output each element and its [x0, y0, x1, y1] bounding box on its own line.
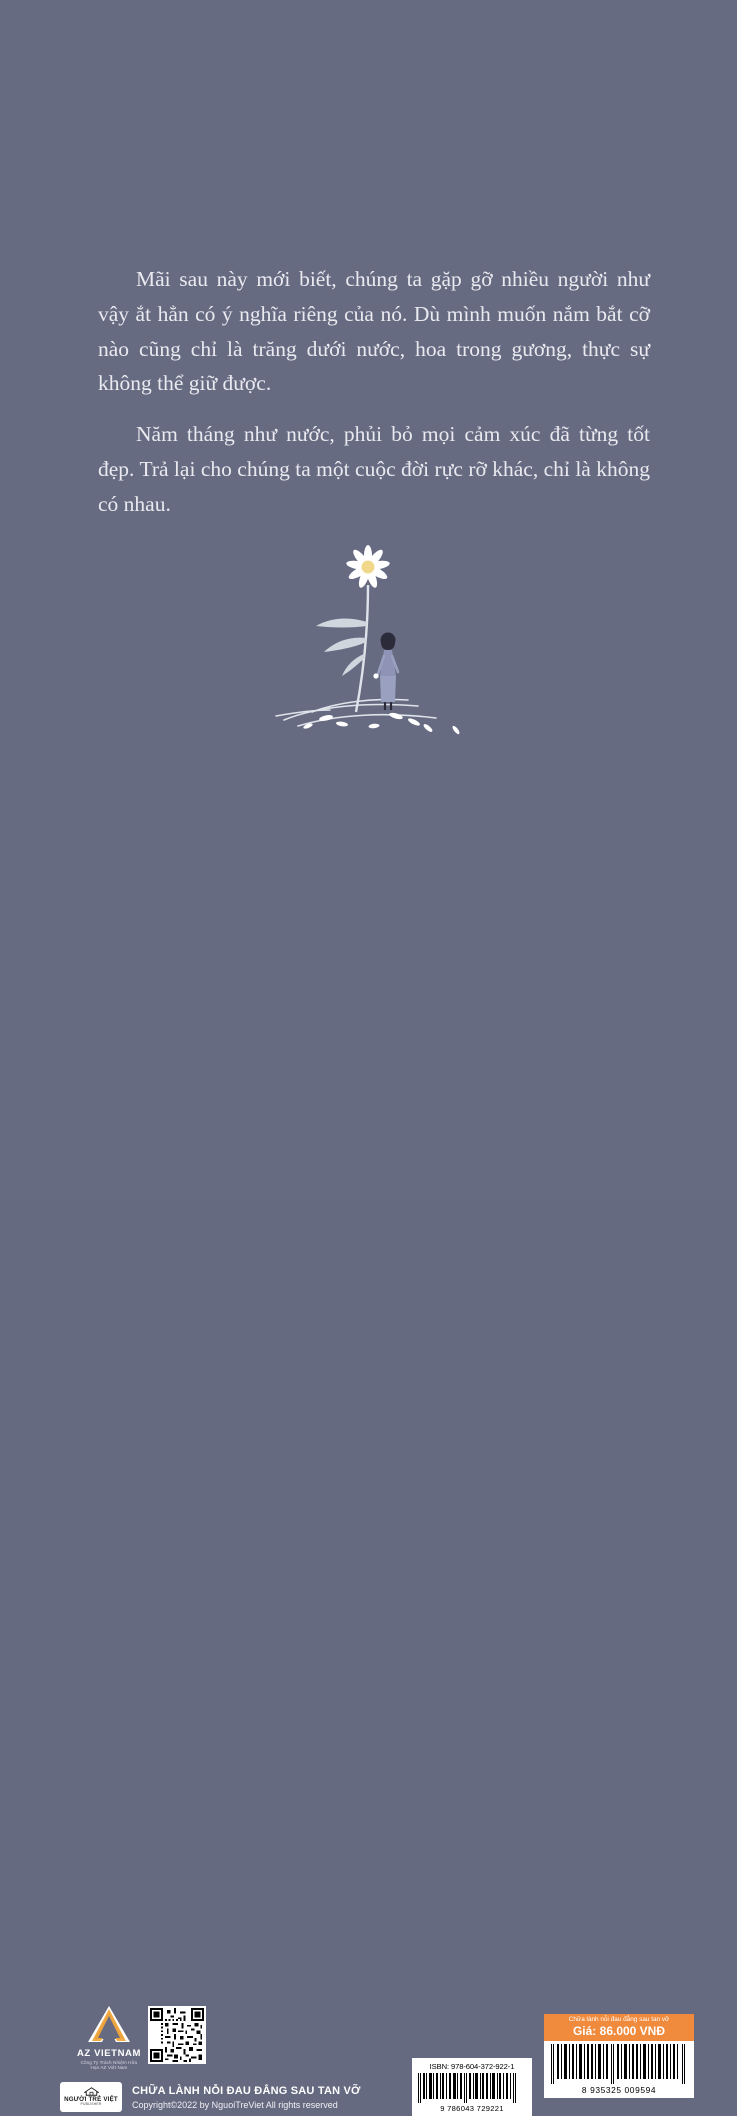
publisher-block — [60, 2082, 361, 2112]
blurb-text-block — [98, 262, 650, 522]
cover-footer — [0, 1000, 737, 2113]
publisher-badge-name: NGƯỜI TRẺ VIỆT — [64, 2096, 118, 2104]
isbn-barcode — [417, 2073, 517, 2103]
house-icon — [84, 2087, 99, 2096]
price-book-title: Chữa lành nỗi đau đẳng sau tan vỡ — [568, 2016, 670, 2023]
price-barcode-block — [544, 2014, 694, 2098]
isbn-label: ISBN: 978-604-372-922-1 — [429, 2062, 515, 2071]
daisy-flower-and-girl-illustration — [268, 530, 498, 765]
book-title-footer: CHỮA LÀNH NỖI ĐAU ĐẲNG SAU TAN VỠ — [132, 2084, 361, 2097]
az-vietnam-logo — [76, 2004, 142, 2070]
price-barcode — [549, 2044, 689, 2084]
copyright-line: Copyright©2022 by NguoiTreViet All rights reserved — [132, 2099, 338, 2110]
nguoi-tre-viet-badge — [60, 2082, 122, 2112]
price-barcode-number: 8 935325 009594 — [581, 2085, 657, 2095]
qr-code[interactable] — [148, 2006, 206, 2064]
az-logo-tagline: Công Ty Trách Nhiệm Hữu Hạn AZ Việt Nam — [80, 2060, 138, 2070]
az-triangle-mark — [86, 2004, 132, 2044]
isbn-number: 9 786043 729221 — [440, 2104, 504, 2113]
blurb-paragraph-1: Mãi sau này mới biết, chúng ta gặp gỡ nhiều người như vậy ắt hẳn có ý nghĩa riêng của nó. Dù mình muốn nắm bắt cỡ nào cũng chỉ là trăng dưới nước, hoa trong gương, thực sự không thể giữ được. — [98, 267, 650, 396]
isbn-barcode-block — [412, 2058, 532, 2116]
az-logo-name: AZ VIETNAM — [76, 2048, 142, 2059]
blurb-paragraph-2: Năm tháng như nước, phủi bỏ mọi cảm xúc đã từng tốt đẹp. Trả lại cho chúng ta một cuộc đời rực rỡ khác, chỉ là không có nhau. — [98, 422, 650, 516]
publisher-text — [132, 2085, 361, 2110]
price-label: Giá: 86.000 VNĐ — [572, 2024, 666, 2038]
price-header — [544, 2014, 694, 2041]
publisher-badge-sub: PUBLISHER — [80, 2102, 102, 2107]
